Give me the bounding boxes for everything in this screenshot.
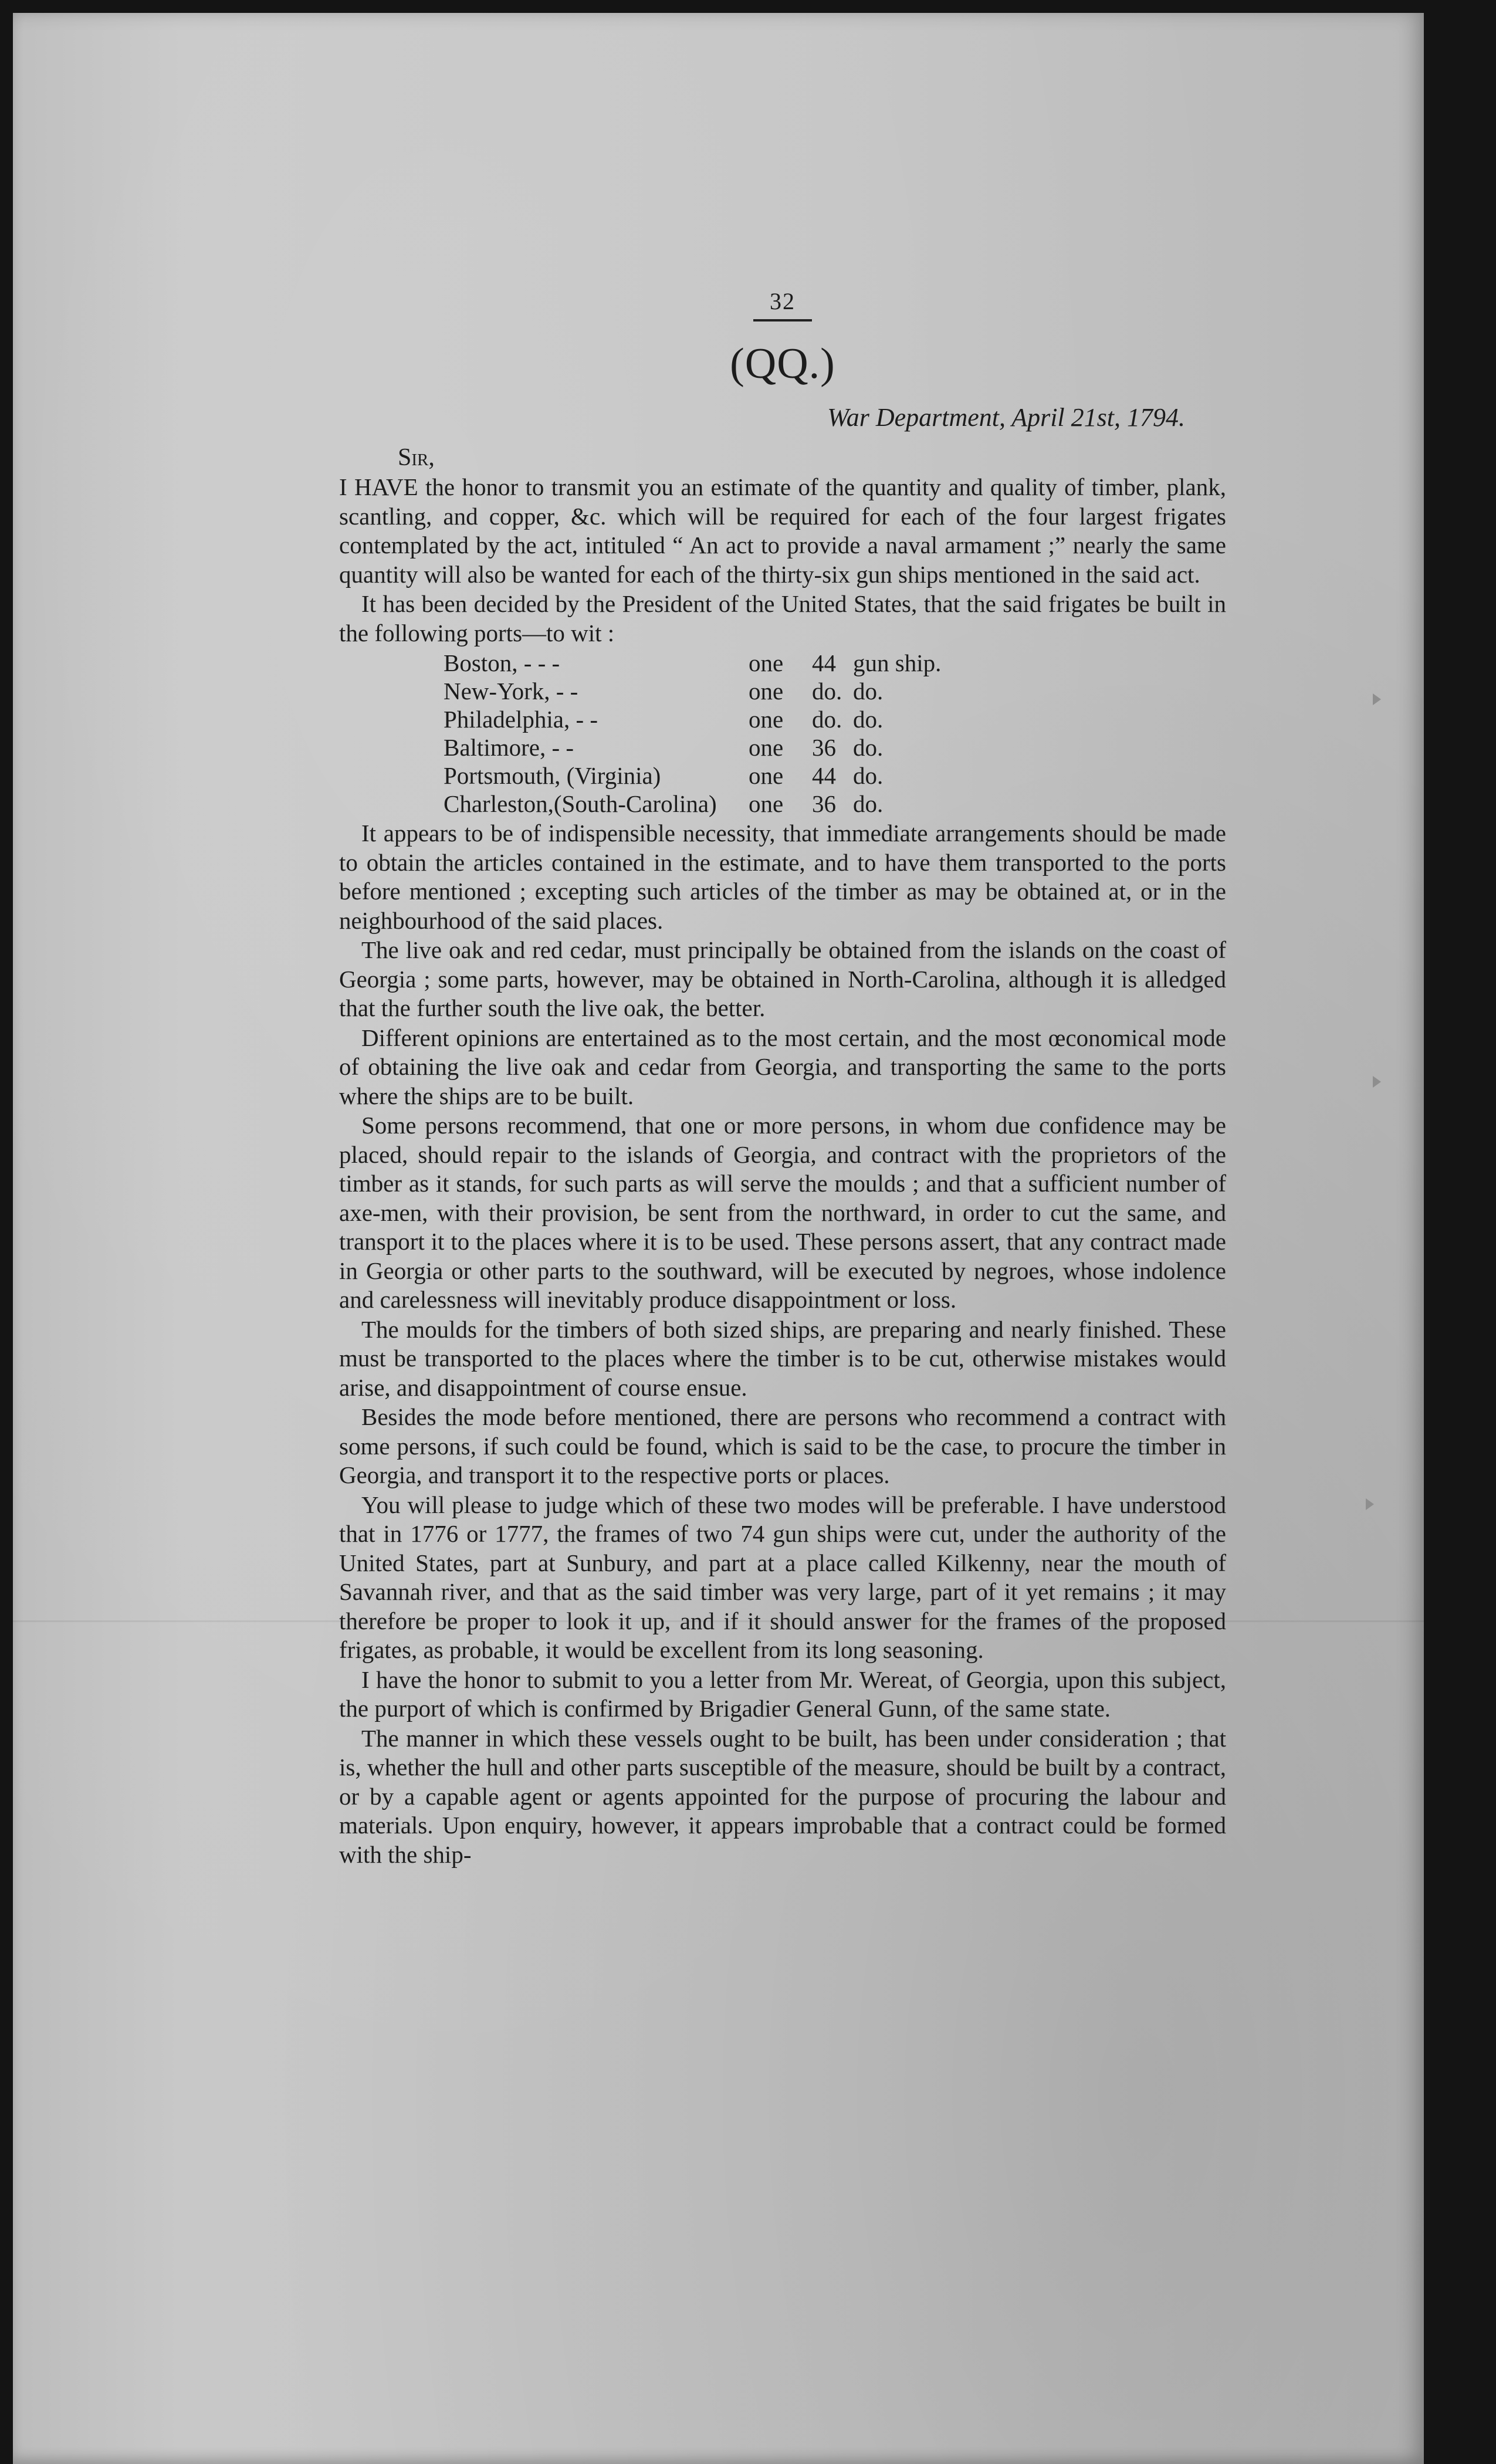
gun-rating: 44 bbox=[812, 762, 836, 789]
ship-count: one bbox=[749, 706, 784, 733]
paragraph: I have the honor to submit to you a letter from Mr. Wereat, of Georgia, upon this subject, the purport of which is confirmed by Brigadier General Gunn, of the same state. bbox=[339, 1666, 1226, 1722]
page-number-rule bbox=[753, 319, 812, 321]
port-city: Boston, - - - bbox=[444, 649, 560, 676]
ship-type: do. bbox=[853, 790, 884, 817]
port-city: Baltimore, - - bbox=[444, 734, 574, 761]
section-title: (QQ.) bbox=[730, 340, 835, 388]
ship-type: gun ship. bbox=[853, 649, 942, 676]
ports-row bbox=[444, 733, 941, 761]
ship-count: one bbox=[749, 762, 784, 789]
ship-type: do. bbox=[853, 734, 884, 761]
ship-type: do. bbox=[853, 762, 884, 789]
salutation: Sir, bbox=[398, 444, 435, 471]
ports-row bbox=[444, 790, 941, 818]
paragraph: Besides the mode before mentioned, there are persons who recommend a contract with some persons, if such could be found, which is said to be the case, to procure the timber in Georgia, and transport it to the respective ports or places. bbox=[339, 1403, 1226, 1488]
ship-type: do. bbox=[853, 706, 884, 733]
ship-count: one bbox=[749, 734, 784, 761]
ports-row bbox=[444, 761, 941, 790]
paragraph: The moulds for the timbers of both sized ships, are preparing and nearly finished. These must be transported to the places where the timber is to be cut, otherwise mistakes would arise, and disappointment of course ensue. bbox=[339, 1315, 1226, 1401]
paragraph: The live oak and red cedar, must principally be obtained from the islands on the coast of Georgia ; some parts, however, may be obtained in North-Carolina, although it is alledged that the further south the live oak, the better. bbox=[339, 936, 1226, 1021]
ship-type: do. bbox=[853, 678, 884, 705]
ports-row bbox=[444, 677, 941, 705]
ship-count: one bbox=[749, 678, 784, 705]
page-number: 32 bbox=[770, 288, 796, 314]
gun-rating: 36 bbox=[812, 790, 836, 817]
gun-rating: do. bbox=[812, 706, 842, 733]
paragraph: You will please to judge which of these two modes will be preferable. I have understood that in 1776 or 1777, the frames of two 74 gun ships were cut, under the authority of the United States, part at Sunbury, and part at a place called Kilkenny, near the mouth of Savannah river, and that as the said timber was very large, part of it yet remains ; it may therefore be proper to look it up, and if it should answer for the frames of the proposed frigates, as probable, it would be excellent from its long seasoning. bbox=[339, 1491, 1226, 1663]
paragraph: It has been decided by the President of the United States, that the said frigates be built in the following ports—to wit : bbox=[339, 590, 1226, 647]
gun-rating: do. bbox=[812, 678, 842, 705]
port-city: Portsmouth, (Virginia) bbox=[444, 762, 661, 789]
paragraph: It appears to be of indispensible necessity, that immediate arrangements should be made to obtain the articles contained in the estimate, and to have them transported to the ports before mentioned ; excepting such articles of the timber as may be obtained at, or in the neighbourhood of the said places. bbox=[339, 820, 1226, 934]
dateline: War Department, April 21st, 1794. bbox=[827, 403, 1185, 432]
ports-row bbox=[444, 649, 941, 677]
ports-table bbox=[444, 649, 941, 818]
paragraph: I HAVE the honor to transmit you an estimate of the quantity and quality of timber, plank, scantling, and copper, &c. which will be required for each of the four largest frigates contemplated by the act, intituled “ An act to provide a naval armament ;” nearly the same quantity will also be wanted for each of the thirty-six gun ships mentioned in the said act. bbox=[339, 473, 1226, 588]
document-body bbox=[339, 287, 1226, 1870]
edge-mark bbox=[1373, 693, 1381, 705]
gun-rating: 44 bbox=[812, 649, 836, 676]
ship-count: one bbox=[749, 649, 784, 676]
port-city: Charleston,(South-Carolina) bbox=[444, 790, 717, 817]
ports-row bbox=[444, 705, 941, 733]
paragraph: Some persons recommend, that one or more persons, in whom due confidence may be placed, should repair to the islands of Georgia, and contract with the proprietors of the timber as it stands, for such parts as will serve the moulds ; and that a sufficient number of axe-men, with their provision, be sent from the northward, in order to cut the same, and transport it to the places where it is to be used. These persons assert, that any contract made in Georgia or other parts to the southward, will be executed by negroes, whose indolence and carelessness will inevitably produce disappointment or loss. bbox=[339, 1112, 1226, 1313]
paragraph: Different opinions are entertained as to the most certain, and the most œconomical mode of obtaining the live oak and cedar from Georgia, and transporting the same to the ports where the ships are to be built. bbox=[339, 1024, 1226, 1109]
port-city: Philadelphia, - - bbox=[444, 706, 598, 733]
ship-count: one bbox=[749, 790, 784, 817]
edge-mark bbox=[1366, 1498, 1374, 1510]
port-city: New-York, - - bbox=[444, 678, 578, 705]
edge-mark bbox=[1373, 1076, 1381, 1088]
paragraph: The manner in which these vessels ought to be built, has been under consideration ; that is, whether the hull and other parts susceptible of the measure, should be built by a contract, or by a capable agent or agents appointed for the purpose of procuring the labour and materials. Upon enquiry, however, it appears improbable that a contract could be formed with the ship- bbox=[339, 1724, 1226, 1868]
gun-rating: 36 bbox=[812, 734, 836, 761]
